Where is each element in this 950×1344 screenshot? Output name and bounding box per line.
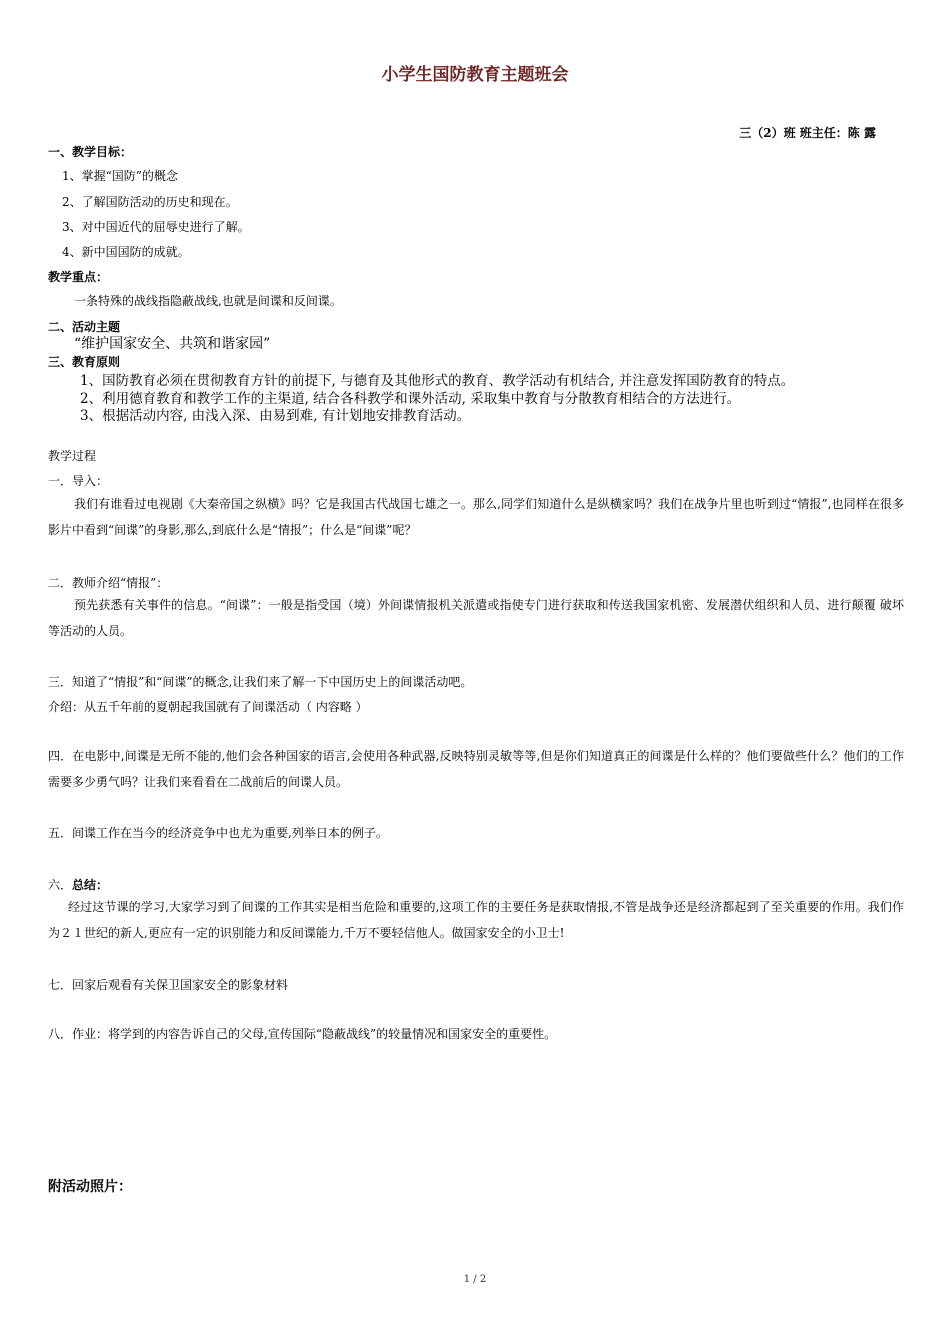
theme-heading: 二、活动主题 bbox=[48, 320, 121, 334]
class-teacher-line: 三（2）班 班主任：陈 露 bbox=[739, 126, 876, 140]
section-intelligence-title: 二．教师介绍“情报”： bbox=[48, 576, 169, 590]
focus-heading: 教学重点： bbox=[48, 270, 109, 284]
page-number: 1 / 2 bbox=[463, 1274, 487, 1285]
principles-heading: 三、教育原则 bbox=[48, 355, 121, 369]
photos-label: 附活动照片： bbox=[48, 1179, 132, 1195]
goal-item: 4、新中国国防的成就。 bbox=[62, 245, 190, 259]
section-seven-text: 七．回家后观看有关保卫国家安全的影象材料 bbox=[48, 978, 289, 992]
section-history-title: 三．知道了“情报”和“间谍”的概念,让我们来了解一下中国历史上的间谍活动吧。 bbox=[48, 675, 473, 689]
section-eight-text: 八．作业：将学到的内容告诉自己的父母,宣传国际“隐蔽战线”的较量情况和国家安全的重要性。 bbox=[48, 1027, 557, 1041]
section-intro-text: 我们有谁看过电视剧《大秦帝国之纵横》吗？它是我国古代战国七雄之一。那么,同学们知道什么是纵横家吗？我们在战争片里也听到过“情报”,也同样在很多影片中看到“间谍”的身影,那么,到底什么是“情报”；什么是“间谍”呢？ bbox=[48, 497, 904, 537]
theme-text: “维护国家安全、共筑和谐家园” bbox=[74, 336, 271, 352]
goal-item: 2、了解国防活动的历史和现在。 bbox=[62, 195, 238, 209]
goals-heading: 一、教学目标： bbox=[48, 145, 133, 159]
focus-text: 一条特殊的战线指隐蔽战线,也就是间谍和反间谍。 bbox=[74, 294, 342, 308]
goal-item: 1、掌握“国防”的概念 bbox=[62, 169, 178, 183]
section-intelligence-text: 预先获悉有关事件的信息。“间谍”：一般是指受国（境）外间谍情报机关派遣或指使专门进行获取和传送我国家机密、发展潜伏组织和人员、进行颠覆 破坏等活动的人员。 bbox=[48, 598, 904, 638]
principle-item: 3、根据活动内容, 由浅入深、由易到难, 有计划地安排教育活动。 bbox=[80, 408, 471, 424]
section-six-title: 总结： bbox=[72, 878, 109, 892]
goal-item: 3、对中国近代的屈辱史进行了解。 bbox=[62, 220, 250, 234]
section-six-text: 经过这节课的学习,大家学习到了间谍的工作其实是相当危险和重要的,这项工作的主要任务是获取情报,不管是战争还是经济都起到了至关重要的作用。我们作为２１世纪的新人,更应有一定的识别能力和反间谍能力,千万不要轻信他人。做国家安全的小卫士! bbox=[48, 900, 904, 940]
section-four-text: 四．在电影中,间谍是无所不能的,他们会各种国家的语言,会使用各种武器,反映特别灵敏等等,但是你们知道真正的间谍是什么样的？他们要做些什么？他们的工作需要多少勇气吗？让我们来看看在二战前后的间谍人员。 bbox=[48, 749, 904, 789]
principle-item: 2、利用德育教育和教学工作的主渠道, 结合各科教学和课外活动, 采取集中教育与分散教育相结合的方法进行。 bbox=[80, 391, 741, 407]
section-six-heading bbox=[48, 876, 108, 893]
document-title: 小学生国防教育主题班会 bbox=[381, 65, 569, 85]
principle-item: 1、国防教育必须在贯彻教育方针的前提下, 与德育及其他形式的教育、教学活动有机结合, 并注意发挥国防教育的特点。 bbox=[80, 373, 795, 389]
section-history-text: 介绍：从五千年前的夏朝起我国就有了间谍活动（ 内容略 ） bbox=[48, 700, 368, 714]
section-intro-title: 一．导入： bbox=[48, 474, 109, 488]
section-six-number: 六． bbox=[48, 878, 73, 892]
process-heading: 教学过程 bbox=[48, 449, 97, 463]
section-five-text: 五．间谍工作在当今的经济竞争中也尤为重要,列举日本的例子。 bbox=[48, 826, 388, 840]
